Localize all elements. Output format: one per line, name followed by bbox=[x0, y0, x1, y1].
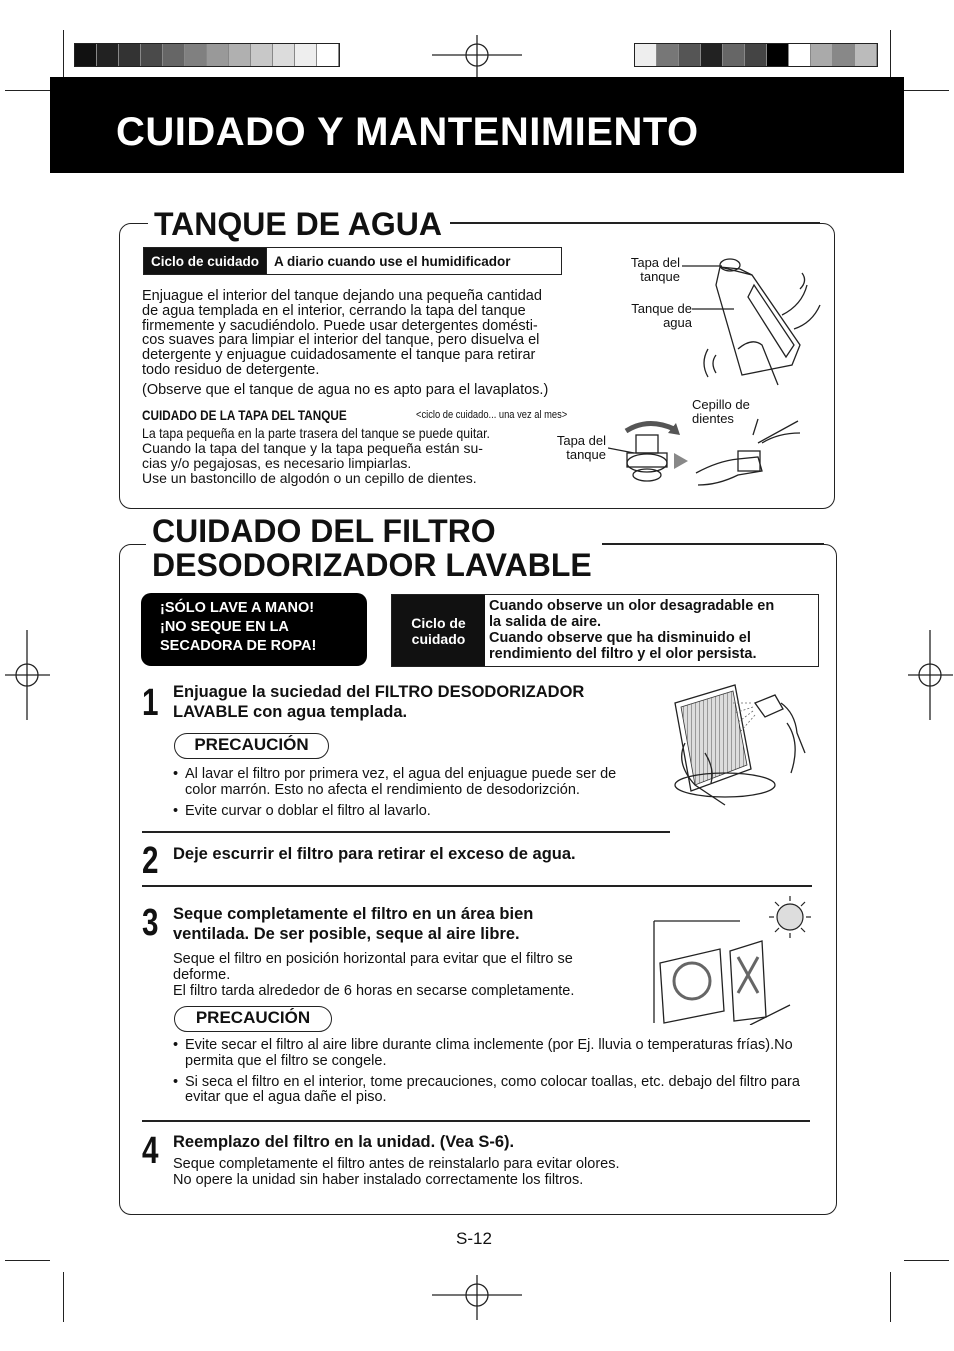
filter-cycle-value: Cuando observe un olor desagradable en la salida de aire. Cuando observe que ha disminuido el rendimiento del filtro y el olor persista. bbox=[489, 598, 775, 662]
step-4-title: Reemplazo del filtro en la unidad. (Vea S-6). bbox=[173, 1133, 515, 1151]
step-2-number: 2 bbox=[142, 840, 159, 882]
color-bar-left bbox=[74, 43, 340, 67]
filter-drying-illustration bbox=[650, 893, 815, 1025]
registration-mark-right-icon bbox=[903, 630, 953, 720]
step-1-caution-label: PRECAUCIÓN bbox=[174, 733, 329, 759]
cap-rotate-illustration bbox=[608, 413, 808, 493]
tank-cycle-table bbox=[143, 247, 562, 275]
cap-care-text: La tapa pequeña en la parte trasera del tanque se puede quitar. Cuando la tapa del tanque y la tapa pequeña están su- cias y/o pegajosas, es necesario limpiarlas. Use un bastoncillo de algodón o un cepillo de dientes. bbox=[142, 425, 490, 486]
step-3-caution-label: PRECAUCIÓN bbox=[174, 1006, 332, 1032]
step-divider-1 bbox=[142, 831, 670, 833]
filter-cycle-label: Ciclo de cuidado bbox=[392, 595, 485, 666]
step-divider-3 bbox=[142, 1120, 810, 1122]
page-title: CUIDADO Y MANTENIMIENTO bbox=[116, 110, 699, 154]
registration-mark-left-icon bbox=[5, 630, 55, 720]
water-tank-shaking-illustration bbox=[682, 245, 827, 395]
step-3-caution-list bbox=[173, 1038, 807, 1111]
cap-care-title: CUIDADO DE LA TAPA DEL TANQUE bbox=[142, 407, 347, 423]
label-toothbrush: Cepillo de dientes bbox=[692, 397, 750, 426]
label-water-tank: Tanque de agua bbox=[631, 301, 692, 330]
list-item: • Al lavar el filtro por primera vez, el agua del enjuague puede ser de color marrón. Esto no afecta el rendimiento de desodorizción. bbox=[173, 767, 651, 799]
step-3-title: Seque completamente el filtro en un área bien ventilada. De ser posible, seque al aire libre. bbox=[173, 905, 534, 943]
filter-heading-line bbox=[600, 543, 824, 545]
color-bar-right bbox=[634, 43, 878, 67]
hand-wash-warning: ¡SÓLO LAVE A MANO! ¡NO SEQUE EN LA SECADORA DE ROPA! bbox=[141, 593, 367, 666]
tank-dishwasher-note: (Observe que el tanque de agua no es apto para el lavaplatos.) bbox=[142, 382, 549, 398]
step-divider-2 bbox=[142, 885, 812, 887]
step-1-title: Enjuague la suciedad del FILTRO DESODORIZADOR LAVABLE con agua templada. bbox=[173, 683, 585, 721]
tank-section-heading: TANQUE DE AGUA bbox=[148, 204, 450, 244]
step-3-body: Seque el filtro en posición horizontal para evitar que el filtro se deforme. El filtro tarda alrededor de 6 horas en secarse completamente. bbox=[173, 951, 575, 999]
cap-care-cycle: <ciclo de cuidado... una vez al mes> bbox=[416, 409, 568, 421]
sun-icon bbox=[769, 896, 811, 938]
step-1-number: 1 bbox=[142, 682, 159, 724]
filter-rinse-illustration bbox=[655, 673, 815, 813]
list-item: • Evite curvar o doblar el filtro al lavarlo. bbox=[173, 804, 651, 820]
step-4-body: Seque completamente el filtro antes de reinstalarlo para evitar olores. No opere la unidad sin haber instalado correctamente los filtros. bbox=[173, 1156, 620, 1188]
registration-mark-bottom-icon bbox=[432, 1275, 522, 1325]
tank-cycle-label: Ciclo de cuidado bbox=[144, 248, 267, 275]
page-number: S-12 bbox=[456, 1229, 492, 1248]
list-item: • Si seca el filtro en el interior, tome precauciones, como colocar toallas, etc. debajo del filtro para evitar que el agua dañe el piso. bbox=[173, 1075, 807, 1107]
list-item: • Evite secar el filtro al aire libre durante clima inclemente (por Ej. lluvia o temperaturas frías).No permita que el filtro se congele. bbox=[173, 1038, 807, 1070]
step-4-number: 4 bbox=[142, 1130, 159, 1172]
label-tank-cap: Tapa del tanque bbox=[630, 255, 680, 284]
tank-cycle-value: A diario cuando use el humidificador bbox=[267, 248, 562, 275]
tank-heading-line bbox=[420, 222, 820, 224]
tank-instructions: Enjuague el interior del tanque dejando una pequeña cantidad de agua templada en el interior, cerrando la tapa del tanque firmemente y sacudiéndolo. Puede usar detergentes domésti- cos suaves para limpiar el interior del tanque, pero disuelva el detergente y enjuague cuidadosamente el tanque para retirar todo residuo de detergente. bbox=[142, 288, 542, 378]
step-1-caution-list bbox=[173, 767, 651, 824]
step-3-number: 3 bbox=[142, 902, 159, 944]
filter-section-heading: CUIDADO DEL FILTRO DESODORIZADOR LAVABLE bbox=[146, 514, 602, 582]
step-2-title: Deje escurrir el filtro para retirar el exceso de agua. bbox=[173, 845, 576, 863]
filter-cycle-table bbox=[391, 594, 819, 667]
label-tank-cap-2: Tapa del tanque bbox=[556, 433, 606, 462]
